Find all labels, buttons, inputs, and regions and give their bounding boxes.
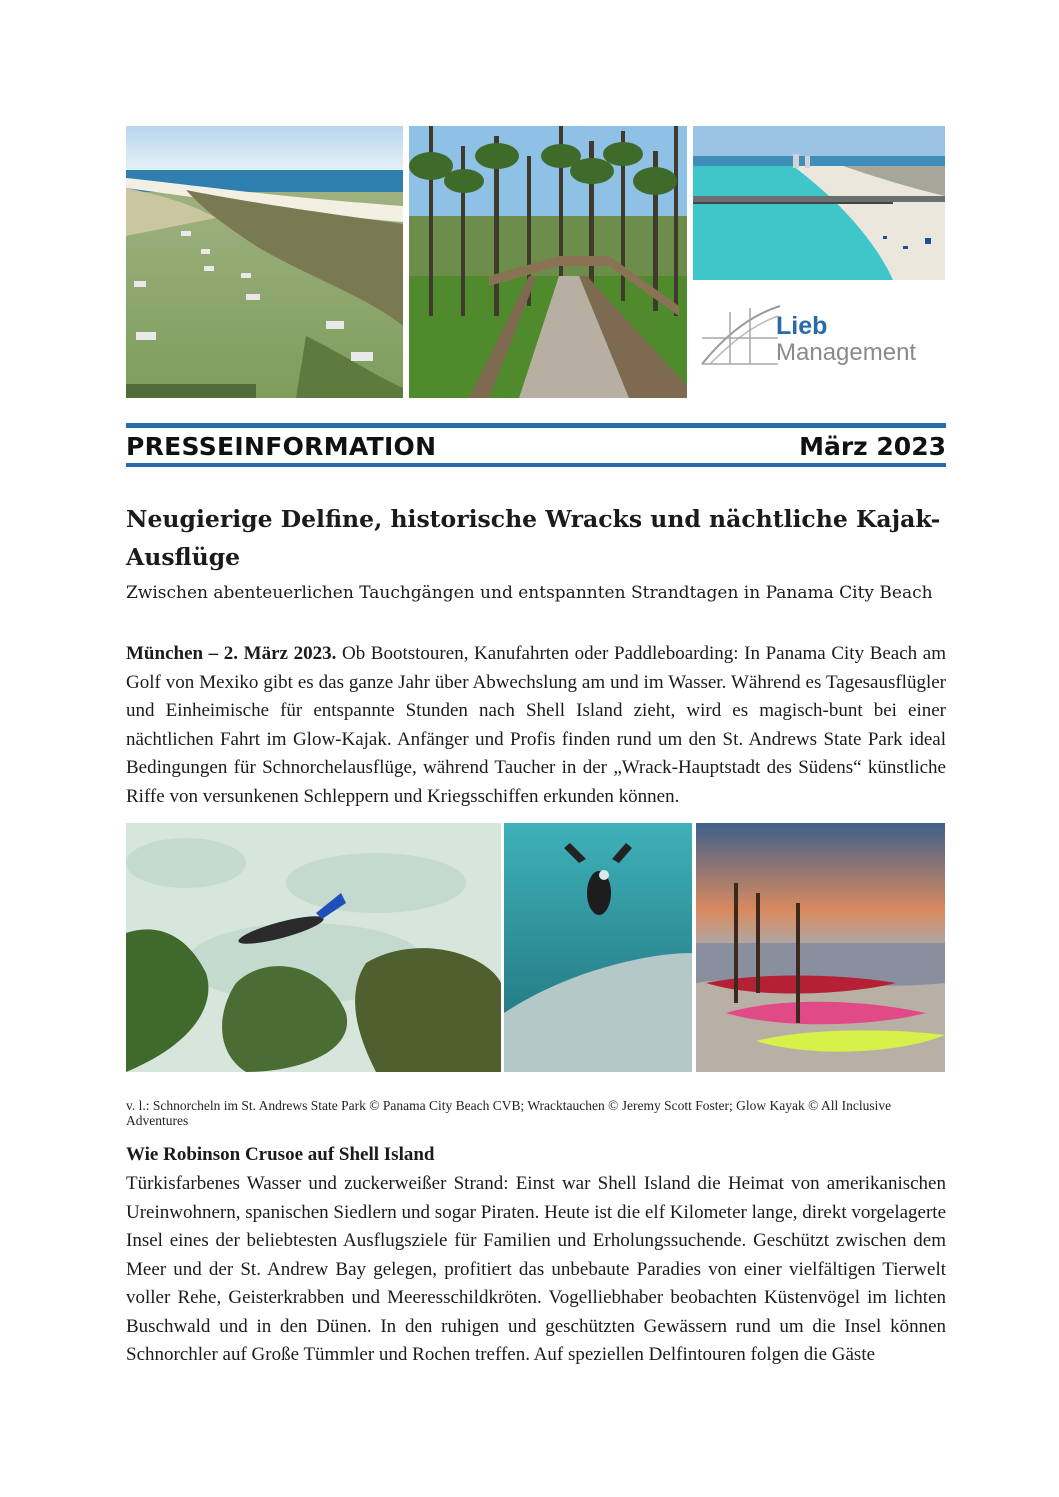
wreck-dive-photo bbox=[504, 823, 692, 1072]
coast-aerial-photo bbox=[126, 126, 403, 398]
header-rule-bottom bbox=[126, 463, 946, 467]
beach-pier-photo bbox=[693, 126, 945, 280]
article-subheadline: Zwischen abenteuerlichen Tauchgängen und entspannten Strandtagen in Panama City Beach bbox=[126, 583, 933, 603]
header-rule-top bbox=[126, 423, 946, 428]
snorkel-photo bbox=[126, 823, 501, 1072]
photo-caption: v. l.: Schnorcheln im St. Andrews State Park © Panama City Beach CVB; Wracktauchen © Jeremy Scott Foster; Glow Kayak © All Inclusive Adventures bbox=[126, 1098, 892, 1128]
article-headline: Neugierige Delfine, historische Wracks und nächtliche Kajak-Ausflüge bbox=[126, 505, 941, 571]
logo-wordmark-lieb: Lieb bbox=[776, 312, 828, 340]
boardwalk-photo bbox=[409, 126, 687, 398]
logo-wordmark-management: Management bbox=[776, 339, 917, 366]
lead-dateline: München – 2. März 2023. bbox=[126, 643, 337, 664]
press-date: März 2023 bbox=[799, 432, 946, 461]
section-heading: Wie Robinson Crusoe auf Shell Island bbox=[126, 1144, 435, 1165]
press-label: PRESSEINFORMATION bbox=[126, 432, 437, 461]
glow-kayak-photo bbox=[696, 823, 945, 1072]
lead-paragraph bbox=[126, 640, 946, 811]
lead-text: Ob Bootstouren, Kanufahrten oder Paddleboarding: In Panama City Beach am Golf von Mexiko gibt es das ganze Jahr über Abwechslung am und im Wasser. Während es Tagesausflügler und Einheimische für entspannte Stunden nach Shell Island zieht, wird es magisch-bunt bei einer nächtlichen Fahrt im Glow-Kajak. Anfänger und Profis finden rund um den St. Andrews State Park ideal Bedingungen für Schnorchelausflüge, während Taucher in der „Wrack-Hauptstadt des Südens“ künstliche Riffe von versunkenen Schleppern und Kriegsschiffen erkunden können. bbox=[126, 643, 946, 807]
section-paragraph: Türkisfarbenes Wasser und zuckerweißer Strand: Einst war Shell Island die Heimat von amerikanischen Ureinwohnern, spanischen Siedlern und sogar Piraten. Heute ist die elf Kilometer lange, direkt vorgelagerte Insel eines der beliebtesten Ausflugsziele für Familien und Erholungssuchende. Geschützt zwischen dem Meer und der St. Andrew Bay gelegen, profitiert das unbebaute Paradies von einer vielfältigen Tierwelt voller Rehe, Geisterkrabben und Meeresschildkröten. Vogelliebhaber beobachten Küstenvögel im lichten Buschwald und in den Dünen. In den ruhigen und geschützten Gewässern rund um die Insel können Schnorchler auf Große Tümmler und Rochen treffen. Auf speziellen Delfintouren folgen die Gäste bbox=[126, 1173, 946, 1365]
